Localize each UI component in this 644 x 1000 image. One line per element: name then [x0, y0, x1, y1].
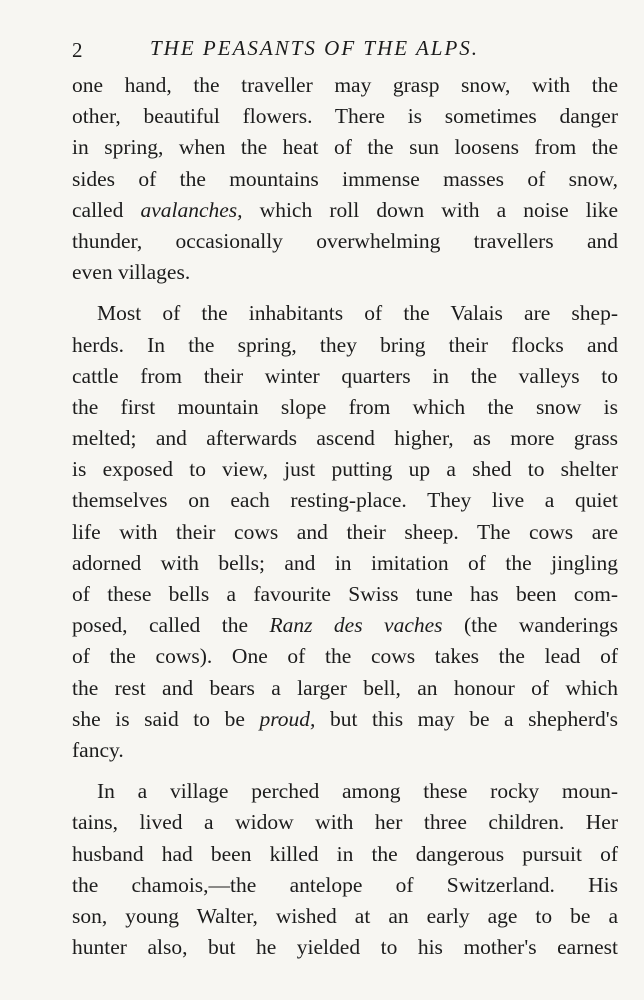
- text-run: (the wanderings: [442, 613, 618, 638]
- text-run: called: [72, 197, 141, 222]
- text-line: husband had been killed in the dangerous pursuit of: [72, 841, 618, 866]
- text-line: son, young Walter, wished at an early age to be a: [72, 903, 618, 928]
- text-line: in spring, when the heat of the sun loosens from the: [72, 135, 618, 160]
- text-line: themselves on each resting-place. They live a quiet: [72, 488, 618, 513]
- text-line: the first mountain slope from which the snow is: [72, 394, 618, 419]
- text-line: the chamois,—the antelope of Switzerland. His: [72, 872, 618, 897]
- page-body: [72, 70, 618, 963]
- text-run: but this may be a shepherd's: [315, 706, 618, 731]
- italic-term: proud,: [259, 706, 316, 731]
- text-line: Most of the inhabitants of the Valais are shep-: [97, 301, 618, 326]
- page-header: [0, 36, 644, 66]
- text-line: cattle from their winter quarters in the valleys to: [72, 363, 618, 388]
- text-line: the rest and bears a larger bell, an honour of which: [72, 675, 618, 700]
- text-line: In a village perched among these rocky moun-: [97, 779, 618, 804]
- running-title: THE PEASANTS OF THE ALPS.: [150, 36, 480, 60]
- text-line: sides of the mountains immense masses of snow,: [72, 166, 618, 191]
- paragraph: [72, 776, 618, 963]
- text-line: thunder, occasionally overwhelming travellers and: [72, 228, 618, 253]
- text-line: even villages.: [72, 260, 191, 285]
- italic-term: avalanches,: [140, 197, 243, 222]
- text-line: is exposed to view, just putting up a shed to shelter: [72, 457, 618, 482]
- italic-term: Ranz des vaches: [269, 613, 443, 638]
- text-line: [72, 610, 618, 641]
- text-line: of these bells a favourite Swiss tune has been com-: [72, 582, 618, 606]
- page-number: 2: [72, 38, 83, 62]
- text-line: other, beautiful flowers. There is sometimes danger: [72, 104, 618, 129]
- paragraph: [72, 298, 618, 766]
- text-line: life with their cows and their sheep. The cows are: [72, 519, 618, 544]
- text-line: herds. In the spring, they bring their flocks and: [72, 332, 618, 357]
- text-line: [72, 195, 618, 226]
- text-line: adorned with bells; and in imitation of the jingling: [72, 550, 618, 575]
- text-run: posed, called the: [72, 613, 270, 638]
- text-line: one hand, the traveller may grasp snow, with the: [72, 73, 618, 97]
- text-run: which roll down with a noise like: [242, 197, 618, 222]
- text-line: of the cows). One of the cows takes the lead of: [72, 644, 618, 669]
- text-line: melted; and afterwards ascend higher, as more grass: [72, 426, 618, 451]
- text-line: tains, lived a widow with her three children. Her: [72, 810, 618, 835]
- text-line: fancy.: [72, 737, 124, 762]
- text-line: [72, 704, 618, 735]
- text-run: she is said to be: [72, 706, 260, 731]
- text-line: hunter also, but he yielded to his mother's earnest: [72, 935, 618, 960]
- paragraph: [72, 70, 618, 288]
